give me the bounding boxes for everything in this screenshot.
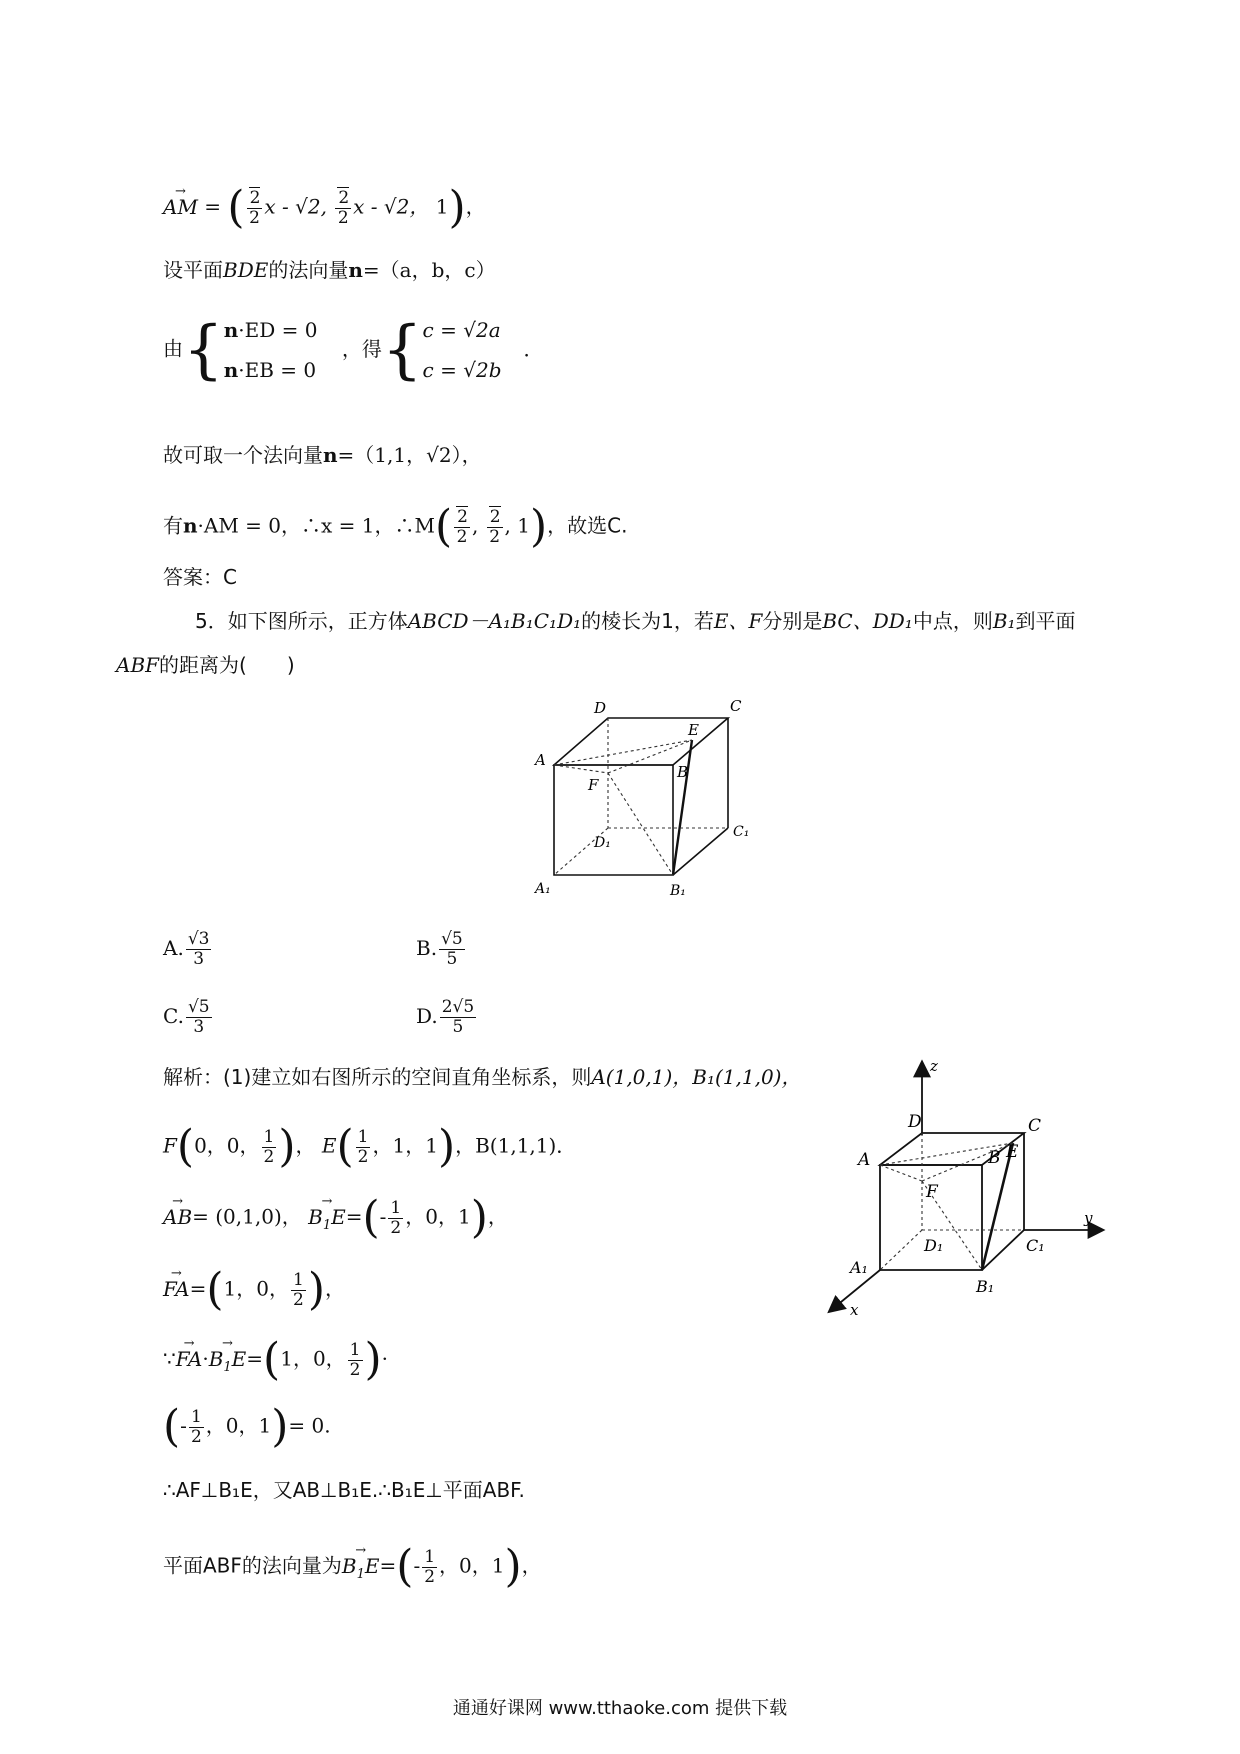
option-a <box>163 930 213 969</box>
fraction-1-2 <box>291 1271 306 1310</box>
cube-figure-1 <box>530 695 760 910</box>
numerator: 1 <box>357 1126 369 1147</box>
am-component-1: x - √2, <box>264 194 327 219</box>
label-D1: D₁ <box>924 1236 944 1255</box>
fa-vector: → FA <box>176 1344 203 1374</box>
plane-bde: BDE <box>223 258 269 282</box>
q5-text-f: 的距离为( ) <box>159 653 295 677</box>
left-brace: { <box>183 313 224 387</box>
label-D1: D₁ <box>594 835 611 851</box>
right-paren: ) <box>271 1401 289 1452</box>
solution-line-7: ∴AF⊥B₁E，又AB⊥B₁E.∴B₁E⊥平面ABF. <box>163 1478 525 1502</box>
right-paren: ) <box>278 1121 296 1172</box>
n-vector: n <box>223 358 239 382</box>
solution-points: A(1,0,1)，B₁(1,1,0)， <box>591 1065 802 1089</box>
n-vector: n <box>348 258 363 282</box>
system-line <box>163 310 544 410</box>
normal-vector-text: 的法向量 <box>268 258 349 282</box>
plane-normal-text: 平面ABF的法向量为 <box>163 1553 342 1578</box>
label-A: A <box>858 1150 871 1170</box>
left-paren: ( <box>163 1401 181 1452</box>
label-F: F <box>926 1182 938 1202</box>
q5-text-c: 分别是 <box>762 609 823 633</box>
am-component-2: x - √2， <box>353 194 430 219</box>
option-b-den: 5 <box>446 949 458 969</box>
choose-c-text: ，故选C. <box>547 513 628 538</box>
axis-z-label: z <box>930 1057 938 1075</box>
numerator: 1 <box>424 1546 436 1567</box>
set-plane-line <box>163 255 496 285</box>
option-d-fraction <box>440 998 476 1037</box>
left-paren: ( <box>176 1121 195 1172</box>
axis-x-label: x <box>850 1301 859 1319</box>
point-f-label: F <box>163 1133 177 1158</box>
option-d <box>416 998 478 1037</box>
option-a-num: √3 <box>187 929 210 949</box>
zero-result: = 0. <box>288 1413 331 1438</box>
fraction-sqrt2-over-2: $\frac{2}{2}$ <box>335 189 351 228</box>
question-5-line-2 <box>116 650 295 680</box>
fraction-1-2 <box>388 1199 403 1238</box>
you2-text: 有 <box>163 513 183 538</box>
label-E: E <box>1006 1142 1019 1162</box>
dot: · <box>202 1346 209 1371</box>
q5-abf: ABF <box>116 653 160 677</box>
label-F: F <box>588 776 599 794</box>
c-eq-a: c = √2a <box>422 318 501 342</box>
numerator: 1 <box>390 1197 402 1218</box>
right-paren: ) <box>448 182 466 233</box>
left-paren: ( <box>396 1541 414 1592</box>
option-c-den: 3 <box>193 1017 205 1037</box>
label-B1: B₁ <box>670 883 686 899</box>
q5-text-a: 5．如下图所示，正方体 <box>195 609 408 633</box>
label-B: B <box>677 763 689 781</box>
fraction-sqrt2-over-2: $\frac{2}{2}$ <box>454 508 470 547</box>
q5-cube-name: ABCD－A₁B₁C₁D₁ <box>407 609 582 633</box>
am-component-3: 1 <box>435 194 449 219</box>
comma: ， <box>465 194 486 219</box>
equals: = <box>379 1553 397 1578</box>
set-plane-text: 设平面 <box>163 258 223 282</box>
denominator: 2 <box>349 1359 361 1380</box>
left-paren: ( <box>227 182 245 233</box>
equals: = <box>204 194 222 219</box>
fa-value: 1，0， <box>223 1276 289 1301</box>
nam-equation: ·AM = 0，∴x = 1，∴M <box>197 513 435 538</box>
answer-line: 答案：C <box>163 565 237 589</box>
n-vector: n <box>323 443 338 467</box>
option-b-label: B. <box>416 936 438 960</box>
label-C: C <box>1028 1116 1042 1136</box>
fraction-sqrt2-over-2: $\frac{2}{2}$ <box>487 508 503 547</box>
denominator: 2 <box>456 526 468 547</box>
solution-line-6: (- $\frac{1}{2}$ ，0，1)= 0. <box>163 1401 331 1452</box>
normal-pick-text: 故可取一个法向量 <box>163 443 323 467</box>
fa-value: 1，0， <box>280 1346 346 1371</box>
normal-pick-line <box>163 440 482 470</box>
q5-text-b: 的棱长为1，若 <box>581 609 714 633</box>
footer: 通通好课网 www.tthaoke.com 提供下载 <box>452 1698 788 1719</box>
left-paren: ( <box>206 1264 224 1315</box>
ab-vector: → AB <box>163 1202 192 1232</box>
equation-stack-1 <box>224 310 318 390</box>
fraction-1-2 <box>348 1341 363 1380</box>
numerator: 1 <box>263 1126 275 1147</box>
solution-line-8: 平面ABF的法向量为→ $B_1E=(-$ $\frac{1}{2}$ ，0，1)， <box>163 1545 542 1590</box>
label-D: D <box>908 1112 922 1132</box>
fraction-sqrt2-over-2: $\frac{2}{2}$ <box>247 189 263 228</box>
right-paren: ) <box>529 501 548 552</box>
ab-value: = (0,1,0)， <box>192 1204 302 1229</box>
label-C1: C₁ <box>733 824 750 840</box>
label-A1: A₁ <box>850 1258 868 1277</box>
b1e-vector: → $B_1E$ <box>308 1202 346 1241</box>
denominator: 2 <box>292 1289 304 1310</box>
option-d-num: 2√5 <box>441 997 475 1017</box>
point-e-coords: ，1，1 <box>372 1133 438 1158</box>
option-b <box>416 930 467 969</box>
q5-b1: B₁ <box>992 609 1016 633</box>
option-a-den: 3 <box>193 949 205 969</box>
q5-bc: BC、DD₁ <box>822 609 913 633</box>
am-vector-line <box>163 182 486 233</box>
normal-value: =（1,1，√2）， <box>337 443 482 467</box>
denominator: 2 <box>249 207 260 228</box>
eb-equation: ·EB = 0 <box>238 358 317 382</box>
m-point-line: 有n·AM = 0，∴x = 1，∴M( $\frac{2}{2}$ , $\frac{2}{2}$ , 1)，故选C. <box>163 501 628 552</box>
n-vector: n <box>223 318 239 342</box>
you-text: 由 <box>163 336 183 361</box>
n-components: =（a，b，c） <box>362 258 496 282</box>
n-vector: n <box>183 513 198 538</box>
label-E: E <box>688 721 699 739</box>
solution-line-2: F(0，0， $\frac{1}{2}$ )， E( $\frac{1}{2}$ ，1，1)，B(1,1,1)． <box>163 1121 577 1172</box>
m-z: 1 <box>517 513 530 538</box>
denominator: 2 <box>357 1146 369 1167</box>
point-e-label: E <box>321 1133 337 1158</box>
left-brace: { <box>381 313 423 387</box>
point-b: ，B(1,1,1)． <box>455 1133 577 1158</box>
b1e-value: 0，1 <box>459 1553 505 1578</box>
solution-intro: 解析：(1)建立如右图所示的空间直角坐标系，则 <box>163 1065 592 1089</box>
left-paren: ( <box>434 501 453 552</box>
label-C: C <box>730 697 742 715</box>
option-c <box>163 998 214 1037</box>
option-c-num: √5 <box>187 997 210 1017</box>
am-vector: → AM <box>163 192 198 222</box>
b1e-vector: → $B_1E$ <box>342 1551 380 1590</box>
q5-text-e: 到平面 <box>1015 609 1076 633</box>
ed-equation: ·ED = 0 <box>238 318 318 342</box>
period: ． <box>523 336 544 361</box>
label-A: A <box>535 751 546 769</box>
label-C1: C₁ <box>1026 1236 1045 1255</box>
denominator: 2 <box>337 207 349 228</box>
denominator: 2 <box>190 1426 202 1447</box>
equals: = <box>189 1276 207 1301</box>
option-a-label: A. <box>163 936 184 960</box>
q5-text-d: 中点，则 <box>912 609 993 633</box>
axis-y-label: y <box>1084 1209 1093 1227</box>
option-a-fraction <box>186 930 212 969</box>
right-paren: ) <box>307 1264 325 1315</box>
right-paren: ) <box>470 1192 488 1243</box>
numerator: 1 <box>349 1339 361 1360</box>
b1e-value: 0，1 <box>425 1204 471 1229</box>
numerator: 1 <box>292 1269 304 1290</box>
question-5-line-1 <box>195 606 1076 636</box>
solution-line-4: → FA=(1，0， $\frac{1}{2}$ )， <box>163 1268 345 1312</box>
left-paren: ( <box>362 1192 380 1243</box>
fraction-1-2 <box>356 1128 371 1167</box>
cube-figure-2-axes <box>820 1055 1120 1320</box>
equation-stack-2 <box>423 310 502 390</box>
fraction-1-2 <box>189 1408 204 1447</box>
fa-vector: → FA <box>163 1274 190 1304</box>
label-B1: B₁ <box>976 1277 995 1296</box>
fraction-1-2 <box>422 1548 437 1587</box>
minus: - <box>180 1413 187 1438</box>
solution-line-5: ∵→ $FA\cdot\to B_1E=(1$，0， $\frac{1}{2}$ )· <box>163 1338 388 1383</box>
minus: - <box>413 1553 421 1578</box>
denominator: 2 <box>424 1566 436 1587</box>
option-d-den: 5 <box>452 1017 464 1037</box>
option-d-label: D. <box>416 1004 438 1028</box>
numerator: 1 <box>190 1406 202 1427</box>
minus: - <box>379 1204 387 1229</box>
denominator: 2 <box>489 526 501 547</box>
b1e-vector: → $B_1E$ <box>209 1344 247 1383</box>
fraction-1-2 <box>262 1128 277 1167</box>
option-b-num: √5 <box>441 929 463 949</box>
de-text: ，得 <box>341 336 382 361</box>
right-paren: ) <box>437 1121 456 1172</box>
c-eq-b: c = √2b <box>422 358 502 382</box>
since-symbol: ∵ <box>163 1346 176 1371</box>
right-paren: ) <box>504 1541 522 1592</box>
solution-line-3: → AB= (0,1,0)， → $B_1E=(-$ $\frac{1}{2}$ ，0，1)， <box>163 1196 508 1241</box>
equals: = <box>345 1204 363 1229</box>
point-f-coords: 0，0， <box>194 1133 260 1158</box>
left-paren: ( <box>336 1121 354 1172</box>
solution-line-1 <box>163 1062 802 1092</box>
option-c-label: C. <box>163 1004 184 1028</box>
q5-ef: E、F <box>713 609 763 633</box>
label-A1: A₁ <box>535 881 551 897</box>
left-paren: ( <box>263 1334 281 1385</box>
label-B: B <box>988 1148 1001 1168</box>
option-c-fraction <box>186 998 212 1037</box>
label-D: D <box>594 699 607 717</box>
denominator: 2 <box>263 1146 275 1167</box>
denominator: 2 <box>390 1217 402 1238</box>
right-paren: ) <box>364 1334 382 1385</box>
equals: = <box>246 1346 264 1371</box>
vector-value: 0，1 <box>225 1413 272 1438</box>
option-b-fraction <box>439 930 465 969</box>
